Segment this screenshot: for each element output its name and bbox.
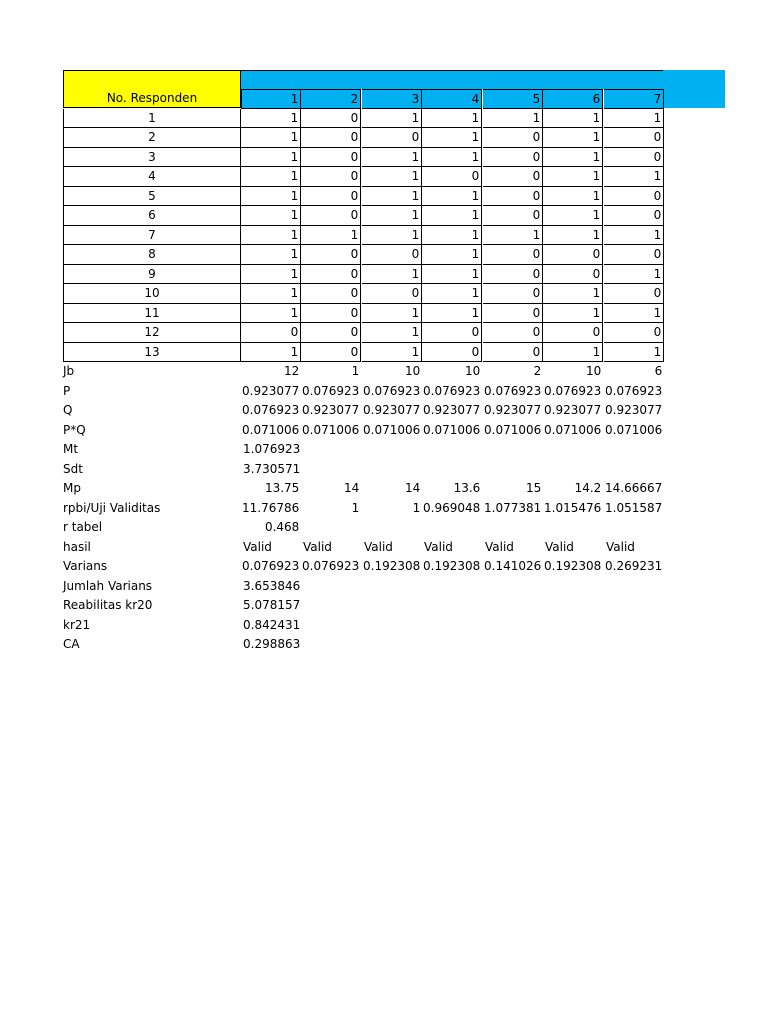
score-cell[interactable]: 1 [422,284,482,304]
stat-label: Mt [63,442,79,456]
score-cell[interactable]: 1 [362,187,422,207]
stat-value-cell[interactable]: 10 [405,364,421,378]
score-cell[interactable]: 0 [483,265,543,285]
score-cell[interactable]: 0 [241,323,301,343]
score-cell[interactable]: 0 [543,323,603,343]
score-cell[interactable]: 0 [543,265,603,285]
score-cell[interactable]: 1 [362,323,422,343]
stat-value-cell[interactable]: 6 [654,364,663,378]
stat-value-cell[interactable]: 15 [526,481,542,495]
score-cell[interactable]: 1 [422,148,482,168]
stat-value-cell[interactable]: 0.076923 [302,383,360,398]
stat-value-cell[interactable]: 0.071006 [363,422,421,437]
score-cell[interactable]: 0 [301,206,361,226]
score-cell[interactable]: 0 [301,304,361,324]
score-cell[interactable]: 0 [604,323,664,343]
stat-value-cell[interactable]: 0.192308 [544,559,602,573]
stat-value-cell[interactable]: 14.66667 [605,481,663,495]
stat-value-cell[interactable]: 0.923077 [484,403,542,417]
score-cell[interactable]: 0 [604,128,664,148]
respondent-no-cell[interactable]: 9 [63,265,241,285]
score-cell[interactable]: 0 [301,284,361,304]
score-cell[interactable]: 1 [422,128,482,148]
score-cell[interactable]: 0 [604,187,664,207]
stat-value-cell[interactable]: 0.923077 [363,403,421,417]
stat-value-cell[interactable]: 1.076923 [243,442,301,456]
stat-label: P*Q [63,422,86,437]
score-cell[interactable]: 0 [301,167,361,187]
stat-value-cell[interactable]: 0.192308 [423,559,481,573]
stat-value-cell[interactable]: 0.076923 [242,559,300,573]
score-cell[interactable]: 0 [483,128,543,148]
stat-label: r tabel [63,520,103,534]
stat-value-cell[interactable]: 1.015476 [544,500,602,515]
respondent-no-cell[interactable]: 3 [63,148,241,168]
score-cell[interactable]: 1 [241,128,301,148]
stat-label: P [63,383,71,398]
respondent-no-cell[interactable]: 8 [63,245,241,265]
score-cell[interactable]: 1 [422,206,482,226]
stat-label: CA [63,637,80,651]
stat-label: Sdt [63,461,83,476]
score-cell[interactable]: 0 [422,167,482,187]
score-cell[interactable]: 0 [483,167,543,187]
score-cell[interactable]: 0 [422,323,482,343]
stat-label: Mp [63,481,81,495]
respondent-no-cell[interactable]: 5 [63,187,241,207]
stat-value-cell[interactable]: 0.071006 [242,422,300,437]
stat-value-cell[interactable]: 10 [465,364,481,378]
score-cell[interactable]: 0 [362,284,422,304]
score-cell[interactable]: 0 [362,245,422,265]
score-cell[interactable]: 0 [483,323,543,343]
stat-value-cell[interactable]: 0.298863 [243,637,301,651]
score-cell[interactable]: 0 [301,128,361,148]
score-cell[interactable]: 1 [604,109,664,129]
stat-value-cell[interactable]: 0.192308 [363,559,421,573]
stat-label: Reabilitas kr20 [63,598,153,612]
stat-value-cell[interactable]: 1 [351,500,360,515]
stat-value-cell[interactable]: 14.2 [574,481,602,495]
score-cell[interactable]: 0 [483,187,543,207]
score-cell[interactable]: 1 [362,226,422,246]
score-cell[interactable]: 0 [483,284,543,304]
item-group-header[interactable] [241,70,663,89]
stat-value-cell[interactable]: 0.071006 [484,422,542,437]
item-header-1[interactable]: 1 [241,89,301,109]
score-cell[interactable]: 1 [241,343,301,363]
stat-value-cell[interactable]: 0.923077 [544,403,602,417]
responden-header-label: No. Responden [106,91,198,105]
stat-value-cell[interactable]: 14 [344,481,360,495]
stat-value-cell[interactable]: 0.076923 [423,383,481,398]
score-cell[interactable]: 1 [362,343,422,363]
score-cell[interactable]: 1 [543,128,603,148]
score-cell[interactable]: 1 [422,226,482,246]
score-cell[interactable]: 0 [301,148,361,168]
score-cell[interactable]: 1 [241,109,301,129]
score-cell[interactable]: 1 [483,109,543,129]
stat-label: Jb [63,364,75,378]
score-cell[interactable]: 1 [241,265,301,285]
stat-value-cell[interactable]: 0.923077 [302,403,360,417]
score-cell[interactable]: 1 [241,187,301,207]
score-cell[interactable]: 1 [422,304,482,324]
stat-value-cell[interactable]: 0.842431 [243,617,301,632]
score-cell[interactable]: 1 [241,226,301,246]
respondent-no-cell[interactable]: 7 [63,226,241,246]
stat-value-cell[interactable]: 0.141026 [484,559,542,573]
stat-value-cell[interactable]: 13.75 [264,481,300,495]
stat-value-cell[interactable]: 5.078157 [243,598,301,612]
score-cell[interactable]: 0 [604,206,664,226]
score-cell[interactable]: 1 [543,343,603,363]
stat-label: Jumlah Varians [63,578,153,593]
score-cell[interactable]: 1 [543,148,603,168]
score-cell[interactable]: 1 [362,304,422,324]
stat-value-cell[interactable]: 0.071006 [605,422,663,437]
stat-label: kr21 [63,617,91,632]
score-cell[interactable]: 0 [604,148,664,168]
score-cell[interactable]: 1 [241,284,301,304]
score-cell[interactable]: 1 [362,109,422,129]
score-cell[interactable]: 1 [362,148,422,168]
stat-value-cell[interactable]: 0.076923 [484,383,542,398]
stat-value-cell[interactable]: 0.071006 [302,422,360,437]
stat-label: Varians [63,559,108,573]
score-cell[interactable]: 1 [362,265,422,285]
respondent-no-cell[interactable]: 13 [63,343,241,363]
score-cell[interactable]: 0 [543,245,603,265]
score-cell[interactable]: 0 [362,128,422,148]
score-cell[interactable]: 1 [362,167,422,187]
stat-value-cell[interactable]: Valid [364,539,393,554]
stat-value-cell[interactable]: 11.76786 [242,500,300,515]
score-cell[interactable]: 1 [241,167,301,187]
score-cell[interactable]: 1 [241,304,301,324]
responden-header-cell[interactable] [63,70,241,108]
stat-value-cell[interactable]: 0.269231 [605,559,663,573]
respondent-no-cell[interactable]: 4 [63,167,241,187]
stat-value-cell[interactable]: 0.923077 [242,383,300,398]
stat-value-cell[interactable]: 0.076923 [544,383,602,398]
score-cell[interactable]: 1 [483,226,543,246]
score-cell[interactable]: 1 [241,148,301,168]
stat-value-cell[interactable]: 2 [533,364,542,378]
stat-value-cell[interactable]: 14 [405,481,421,495]
stat-value-cell[interactable]: 0.923077 [423,403,481,417]
score-cell[interactable]: 1 [543,187,603,207]
score-cell[interactable]: 0 [483,206,543,226]
stat-value-cell[interactable]: 12 [284,364,300,378]
score-cell[interactable]: 1 [301,226,361,246]
score-cell[interactable]: 1 [241,245,301,265]
item-header-5[interactable]: 5 [483,89,543,109]
stat-value-cell[interactable]: 0.923077 [605,403,663,417]
score-cell[interactable]: 0 [483,304,543,324]
score-cell[interactable]: 1 [543,109,603,129]
score-cell[interactable]: 1 [362,206,422,226]
score-cell[interactable]: 1 [543,206,603,226]
score-cell[interactable]: 1 [543,226,603,246]
respondent-no-cell[interactable]: 2 [63,128,241,148]
score-cell[interactable]: 0 [483,343,543,363]
score-cell[interactable]: 1 [604,265,664,285]
respondent-no-cell[interactable]: 6 [63,206,241,226]
stat-value-cell[interactable]: 0.076923 [302,559,360,573]
score-cell[interactable]: 1 [422,265,482,285]
stat-value-cell[interactable]: 0.076923 [242,403,300,417]
stat-value-cell[interactable]: Valid [485,539,514,554]
stat-value-cell[interactable]: 1 [412,500,421,515]
item-header-6[interactable]: 6 [543,89,603,109]
item-header-2[interactable]: 2 [301,89,361,109]
score-cell[interactable]: 0 [301,187,361,207]
header-fill-extension [663,70,725,108]
stat-value-cell[interactable]: Valid [303,539,332,554]
score-cell[interactable]: 1 [543,304,603,324]
stat-value-cell[interactable]: 0.468 [264,520,300,534]
stat-value-cell[interactable]: 10 [586,364,602,378]
item-header-4[interactable]: 4 [422,89,482,109]
score-cell[interactable]: 0 [483,148,543,168]
score-cell[interactable]: 0 [301,343,361,363]
score-cell[interactable]: 0 [301,245,361,265]
stat-value-cell[interactable]: Valid [243,539,272,554]
score-cell[interactable]: 0 [301,265,361,285]
stat-label: Q [63,403,73,417]
score-cell[interactable]: 0 [422,343,482,363]
stat-value-cell[interactable]: 0.076923 [605,383,663,398]
score-cell[interactable]: 1 [543,284,603,304]
score-cell[interactable]: 1 [604,167,664,187]
score-cell[interactable]: 0 [301,323,361,343]
stat-value-cell[interactable]: 13.6 [453,481,481,495]
score-cell[interactable]: 0 [604,284,664,304]
stat-label: hasil [63,539,91,554]
respondent-no-cell[interactable]: 12 [63,323,241,343]
score-cell[interactable]: 0 [483,245,543,265]
stat-value-cell[interactable]: 3.730571 [243,461,301,476]
stat-value-cell[interactable]: 0.076923 [363,383,421,398]
item-header-7[interactable]: 7 [604,89,664,109]
item-header-3[interactable]: 3 [362,89,422,109]
score-cell[interactable]: 1 [422,187,482,207]
score-cell[interactable]: 1 [241,206,301,226]
stat-value-cell[interactable]: 1 [351,364,360,378]
stat-value-cell[interactable]: Valid [545,539,574,554]
respondent-no-cell[interactable]: 11 [63,304,241,324]
stat-value-cell[interactable]: 3.653846 [243,578,301,593]
score-cell[interactable]: 1 [604,343,664,363]
score-cell[interactable]: 1 [422,109,482,129]
stat-value-cell[interactable]: 0.071006 [544,422,602,437]
respondent-no-cell[interactable]: 1 [63,109,241,129]
stat-value-cell[interactable]: 1.077381 [484,500,542,515]
stat-value-cell[interactable]: 1.051587 [605,500,663,515]
score-cell[interactable]: 1 [604,226,664,246]
stat-value-cell[interactable]: 0.071006 [423,422,481,437]
score-cell[interactable]: 1 [604,304,664,324]
score-cell[interactable]: 0 [604,245,664,265]
stat-value-cell[interactable]: Valid [606,539,635,554]
score-cell[interactable]: 1 [422,245,482,265]
score-cell[interactable]: 1 [543,167,603,187]
stat-label: rpbi/Uji Validitas [63,500,161,515]
stat-value-cell[interactable]: Valid [424,539,453,554]
stat-value-cell[interactable]: 0.969048 [423,500,481,515]
score-cell[interactable]: 0 [301,109,361,129]
respondent-no-cell[interactable]: 10 [63,284,241,304]
